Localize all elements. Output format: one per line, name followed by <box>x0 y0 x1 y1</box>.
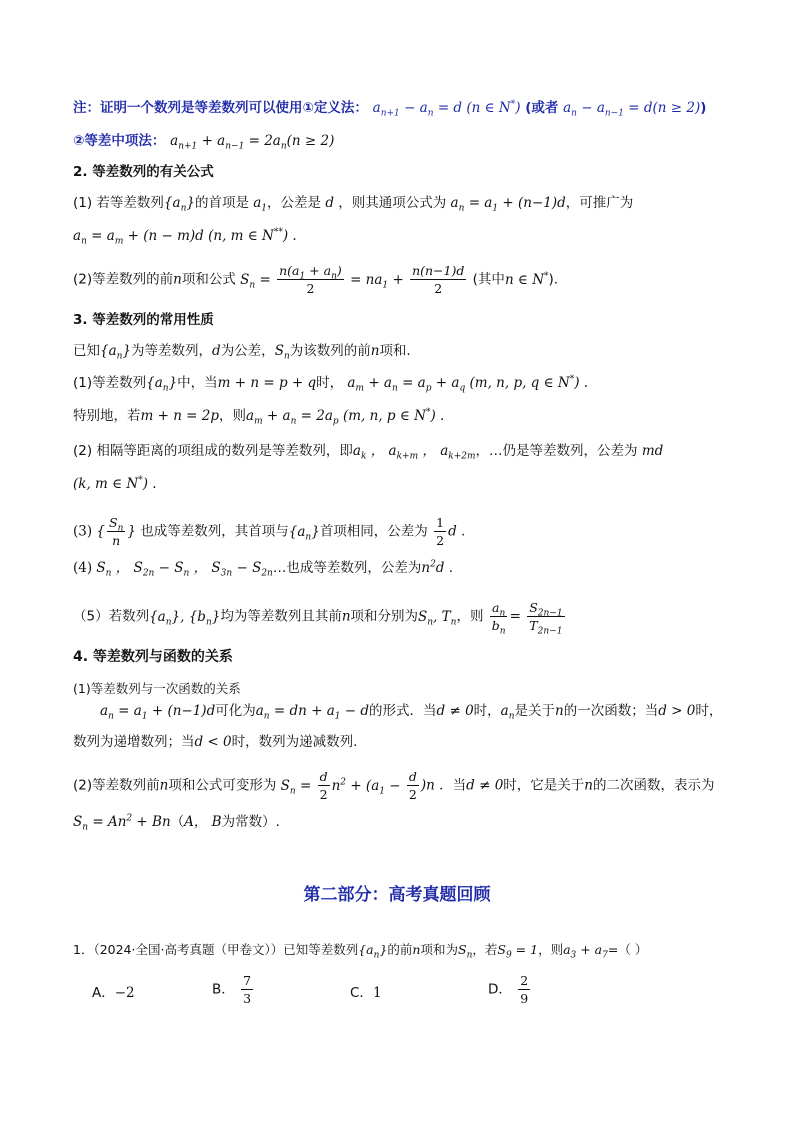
section3-intro: 已知$\{a_n\}$为等差数列，d为公差，$S_n$为该数列的前n项和. <box>73 343 411 362</box>
part2-heading: 第二部分：高考真题回顾 <box>303 885 491 905</box>
alt-formula: $a_n - a_{n-1} = d(n \ge 2)$ <box>563 100 701 119</box>
section4-line3: (2)等差数列前n项和公式可变形为 $S_n$ = $\frac{d}{2}$ $n^2 + (a_1$ − $\frac{d}{2}$ )n ．当d ≠ 0时，它是关于n的二次函数，表示为 <box>73 769 715 802</box>
mean-formula: $a_{n+1} + a_{n-1} = 2a_n(n \ge 2)$ <box>170 133 335 152</box>
section3-property3: (3) { $\frac{S_n}{n}$ } 也成等差数列，其首项与$\{a_n\}$首项相同，公差为 $\frac{1}{2}$ d . <box>73 515 466 548</box>
section3-property2-line2: (k, m ∈ N*) . <box>73 475 157 492</box>
section4-line1: $a_n = a_1 + (n-1)d$可化为$a_n$ = dn + $a_1 - d$的形式．当d ≠ 0时，$a_n$是关于n的一次函数；当d > 0时， <box>100 703 723 722</box>
note-definition-line: 注：证明一个数列是等差数列可以使用①定义法： $a_{n+1} - a_n = d$ (n ∈ N*) (或者 $a_n - a_{n-1} = d(n \ge 2)$) <box>73 99 707 119</box>
note-label: 注：证明一个数列是等差数列可以使用①定义法： <box>73 100 368 116</box>
option-d[interactable]: D． $\frac{2}{9}$ <box>488 973 529 1006</box>
section2-title: 2. 等差数列的有关公式 <box>73 164 214 180</box>
section3-property2-line1: (2) 相隔等距离的项组成的数列是等差数列，即$a_k$ ， $a_{k+m}$ ， $a_{k+2m}$，…仍是等差数列，公差为 md <box>73 443 664 462</box>
section3-property4: (4) $S_n$ ， $S_{2n} - S_n$ ， $S_{3n}$ − $S_{2n}\dots$也成等差数列，公差为$n^2d$ . <box>73 559 454 579</box>
option-b[interactable]: B． $\frac{7}{3}$ <box>212 973 252 1006</box>
note-method2-label: ②等差中项法： <box>73 133 166 149</box>
option-a[interactable]: A．−2 <box>92 985 135 1001</box>
section4-title: 4. 等差数列与函数的关系 <box>73 649 233 665</box>
option-c[interactable]: C．1 <box>350 985 382 1001</box>
section4-sub1: (1)等差数列与一次函数的关系 <box>73 681 241 696</box>
section4-line4: $S_n = An^2 + Bn(A$， B为常数）. <box>73 813 280 833</box>
section2-item1-line1: (1) 若等差数列$\{a_n\}$的首项是 $a_1$，公差是 d ，则其通项公式为 $a_n = a_1 + (n-1)d$，可推广为 <box>73 195 634 214</box>
section3-property5: （5）若数列$\{a_n\}$, $\{b_n\}$均为等差数列且其前n项和分别为$S_n$, $T_n$，则 $\frac{a_n}{b_n}$ = $\frac{S_{2n-1}}{T_{2n-1}}$ <box>73 600 563 637</box>
section2-item1-line2: $a_n = a_m + (n - m)d$ (n, m ∈ N**) . <box>73 227 297 247</box>
definition-formula: $a_{n+1} - a_n = d$ (n ∈ N*) <box>372 99 521 119</box>
section3-property1: (1)等差数列$\{a_n\}$中，当m + n = p + q时， $a_m + a_n = a_p + a_q$ (m, n, p, q ∈ N*) . <box>73 374 589 394</box>
section4-line2: 数列为递增数列；当d < 0时，数列为递减数列. <box>73 734 358 750</box>
section2-item2-line: (2)等差数列的前n项和公式 $S_n$ = $\frac{n(a_1 + a_n)}{2}$ = $na_1$ + $\frac{n(n-1)d}{2}$ (其中n ∈ N*). <box>73 263 559 296</box>
note-alt-prefix: (或者 <box>525 100 559 116</box>
section3-title: 3. 等差数列的常用性质 <box>73 312 214 328</box>
note-mean-line <box>73 131 334 151</box>
question1-stem: 1．（2024·全国·高考真题（甲卷文））已知等差数列$\{a_n\}$的前n项和为$S_n$，若$S_9 = 1$，则$a_3 + a_7=$（ ） <box>73 942 648 961</box>
section3-special: 特别地，若m + n = 2p，则$a_m + a_n = 2a_p$ (m, n, p ∈ N*) . <box>73 407 445 427</box>
